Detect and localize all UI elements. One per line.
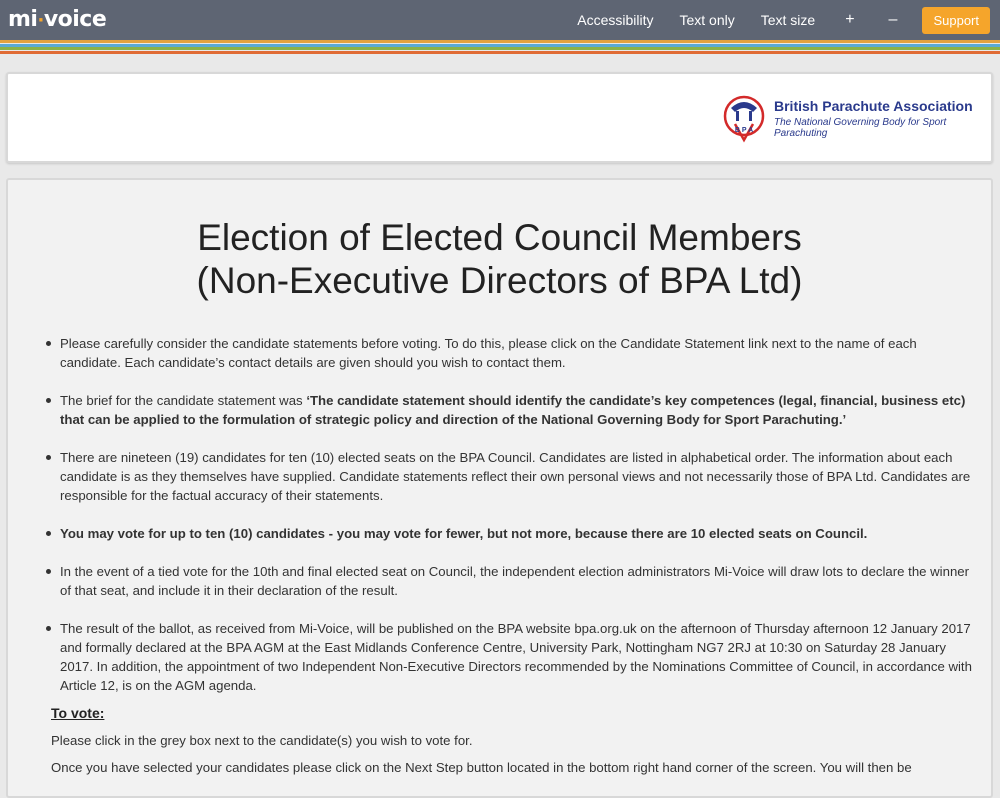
brief-quote-text: ‘The candidate statement should identify the candidate’s key competences (legal, financial, business etc) that can be applied to the formulation of strategic policy and direction of the National Governing Body for Sport Parachuting.’ xyxy=(60,393,966,427)
increase-text-size-button[interactable]: + xyxy=(845,11,855,28)
text-only-link[interactable]: Text only xyxy=(679,12,735,28)
title-line-1: Election of Elected Council Members xyxy=(197,217,802,258)
list-item: There are nineteen (19) candidates for ten (10) elected seats on the BPA Council. Candidates are listed in alphabetical order. The information about each candidate is as they themselves have supplied. Candidate statements reflect their own personal views and not necessarily those of BPA Ltd. Candidates are responsible for the factual accuracy of their statements. xyxy=(60,448,978,505)
organisation-name: British Parachute Association xyxy=(774,98,973,114)
next-step-instruction: Once you have selected your candidates please click on the Next Step button located in the bottom right hand corner of the screen. You will then be xyxy=(51,760,912,775)
mi-voice-logo[interactable] xyxy=(8,7,106,32)
list-item: You may vote for up to ten (10) candidates - you may vote for fewer, but not more, because there are 10 elected seats on Council. xyxy=(60,524,978,543)
logo-text-voice: voice xyxy=(43,7,107,32)
instructions-list xyxy=(60,334,978,714)
support-button[interactable]: Support xyxy=(922,7,990,34)
organisation-tagline: The National Governing Body for Sport Parachuting xyxy=(774,117,947,139)
to-vote-heading: To vote: xyxy=(51,705,105,721)
organisation-header xyxy=(6,72,993,163)
color-stripes xyxy=(0,40,1000,57)
organisation-text xyxy=(774,98,991,139)
vote-instruction: Please click in the grey box next to the candidate(s) you wish to vote for. xyxy=(51,733,473,748)
title-line-2: (Non-Executive Directors of BPA Ltd) xyxy=(196,260,803,301)
list-item: Please carefully consider the candidate statements before voting. To do this, please click on the Candidate Statement link next to the name of each candidate. Each candidate’s contact details are given should you wish to contact them. xyxy=(60,334,978,372)
stripe-red xyxy=(0,51,1000,54)
list-item xyxy=(60,391,978,429)
election-info-panel xyxy=(6,178,993,798)
logo-text-mi: mi xyxy=(8,7,38,32)
top-navigation-bar xyxy=(0,0,1000,40)
decrease-text-size-button[interactable]: – xyxy=(888,11,898,28)
text-size-label: Text size xyxy=(760,12,816,28)
utility-nav xyxy=(564,5,990,35)
logo-letters: B P A xyxy=(734,127,754,134)
accessibility-link[interactable]: Accessibility xyxy=(577,12,654,28)
logo-dot: · xyxy=(37,10,44,31)
list-item: The result of the ballot, as received from Mi-Voice, will be published on the BPA website bpa.org.uk on the afternoon of Thursday afternoon 12 January 2017 and formally declared at the BPA AGM at the East Midlands Conference Centre, University Park, Nottingham NG7 2RJ at 10:30 on Saturday 28 January 2017. In addition, the appointment of two Independent Non-Executive Directors recommended by the Nominations Committee of Council, in accordance with Article 12, is on the AGM agenda. xyxy=(60,619,978,695)
brief-intro-text: The brief for the candidate statement was xyxy=(60,393,307,408)
page-title xyxy=(8,216,991,302)
list-item: In the event of a tied vote for the 10th and final elected seat on Council, the independent election administrators Mi-Voice will draw lots to declare the winner of that seat, and include it in their declaration of the result. xyxy=(60,562,978,600)
bpa-parachute-logo-icon xyxy=(721,94,767,144)
